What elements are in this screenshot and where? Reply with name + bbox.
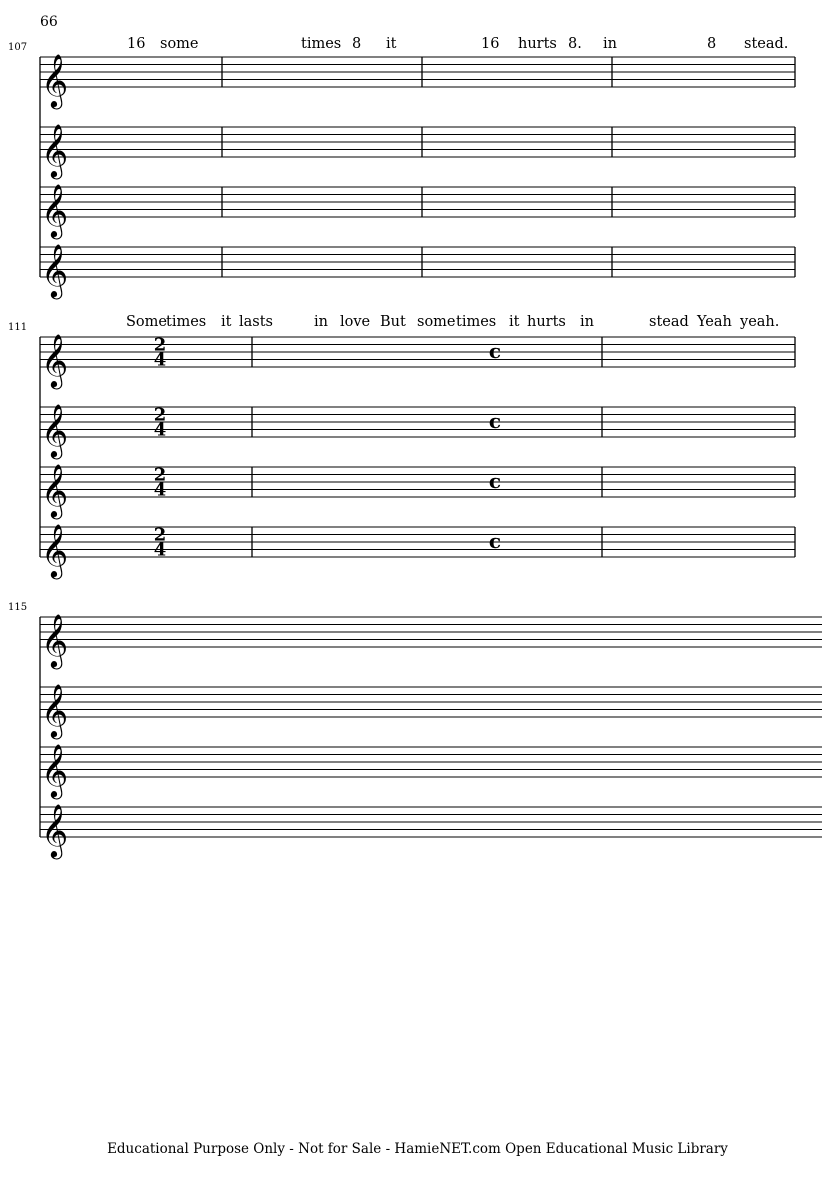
treble-clef-icon: 𝄞 bbox=[41, 403, 69, 457]
lyric-syllable: times bbox=[166, 314, 207, 330]
treble-clef-icon: 𝄞 bbox=[41, 683, 69, 737]
measure-number-system-3: 115 bbox=[8, 602, 28, 613]
time-signature-bottom: 4 bbox=[153, 539, 167, 561]
lyric-syllable: in bbox=[314, 314, 328, 330]
time-signature-top: 2 bbox=[153, 334, 167, 356]
treble-clef-icon: 𝄞 bbox=[41, 613, 69, 667]
lyric-syllable: hurts bbox=[518, 36, 557, 52]
common-time-signature: c bbox=[488, 529, 502, 553]
lyric-syllable: some bbox=[417, 314, 456, 330]
treble-clef-icon: 𝄞 bbox=[41, 463, 69, 517]
lyric-syllable: some bbox=[160, 36, 199, 52]
treble-clef-icon: 𝄞 bbox=[41, 333, 69, 387]
common-time-signature: c bbox=[488, 339, 502, 363]
lyric-syllable: stead bbox=[649, 314, 689, 330]
lyric-syllable: But bbox=[380, 314, 406, 330]
measure-number-system-1: 107 bbox=[8, 42, 28, 53]
time-signature-top: 2 bbox=[153, 404, 167, 426]
treble-clef-icon: 𝄞 bbox=[41, 183, 69, 237]
lyric-syllable: in bbox=[580, 314, 594, 330]
common-time-signature: c bbox=[488, 409, 502, 433]
treble-clef-icon: 𝄞 bbox=[41, 123, 69, 177]
lyric-syllable: love bbox=[340, 314, 371, 330]
lyric-syllable: 8. bbox=[568, 36, 582, 52]
footer-text: Educational Purpose Only - Not for Sale - HamieNET.com Open Educational Music Library bbox=[107, 1141, 728, 1157]
lyric-syllable: hurts bbox=[527, 314, 566, 330]
lyric-syllable: times bbox=[456, 314, 497, 330]
time-signature-bottom: 4 bbox=[153, 349, 167, 371]
treble-clef-icon: 𝄞 bbox=[41, 803, 69, 857]
lyric-syllable: 16 bbox=[127, 36, 146, 52]
lyric-syllable: it bbox=[221, 314, 232, 330]
lyric-syllable: stead. bbox=[744, 36, 789, 52]
time-signature-top: 2 bbox=[153, 524, 167, 546]
lyric-syllable: in bbox=[603, 36, 617, 52]
lyric-syllable: 8 bbox=[352, 36, 362, 52]
treble-clef-icon: 𝄞 bbox=[41, 243, 69, 297]
treble-clef-icon: 𝄞 bbox=[41, 53, 69, 107]
treble-clef-icon: 𝄞 bbox=[41, 523, 69, 577]
lyric-syllable: times bbox=[301, 36, 342, 52]
lyric-syllable: 8 bbox=[707, 36, 717, 52]
lyric-syllable: it bbox=[509, 314, 520, 330]
lyric-syllable: yeah. bbox=[740, 314, 780, 330]
treble-clef-icon: 𝄞 bbox=[41, 743, 69, 797]
lyric-syllable: it bbox=[386, 36, 397, 52]
lyric-syllable: 16 bbox=[481, 36, 500, 52]
measure-number-system-2: 111 bbox=[8, 322, 28, 333]
time-signature-bottom: 4 bbox=[153, 479, 167, 501]
lyric-syllable: Yeah bbox=[697, 314, 732, 330]
lyric-syllable: Some bbox=[126, 314, 167, 330]
time-signature-top: 2 bbox=[153, 464, 167, 486]
common-time-signature: c bbox=[488, 469, 502, 493]
time-signature-bottom: 4 bbox=[153, 419, 167, 441]
lyric-syllable: lasts bbox=[239, 314, 273, 330]
page-number: 66 bbox=[40, 14, 58, 30]
